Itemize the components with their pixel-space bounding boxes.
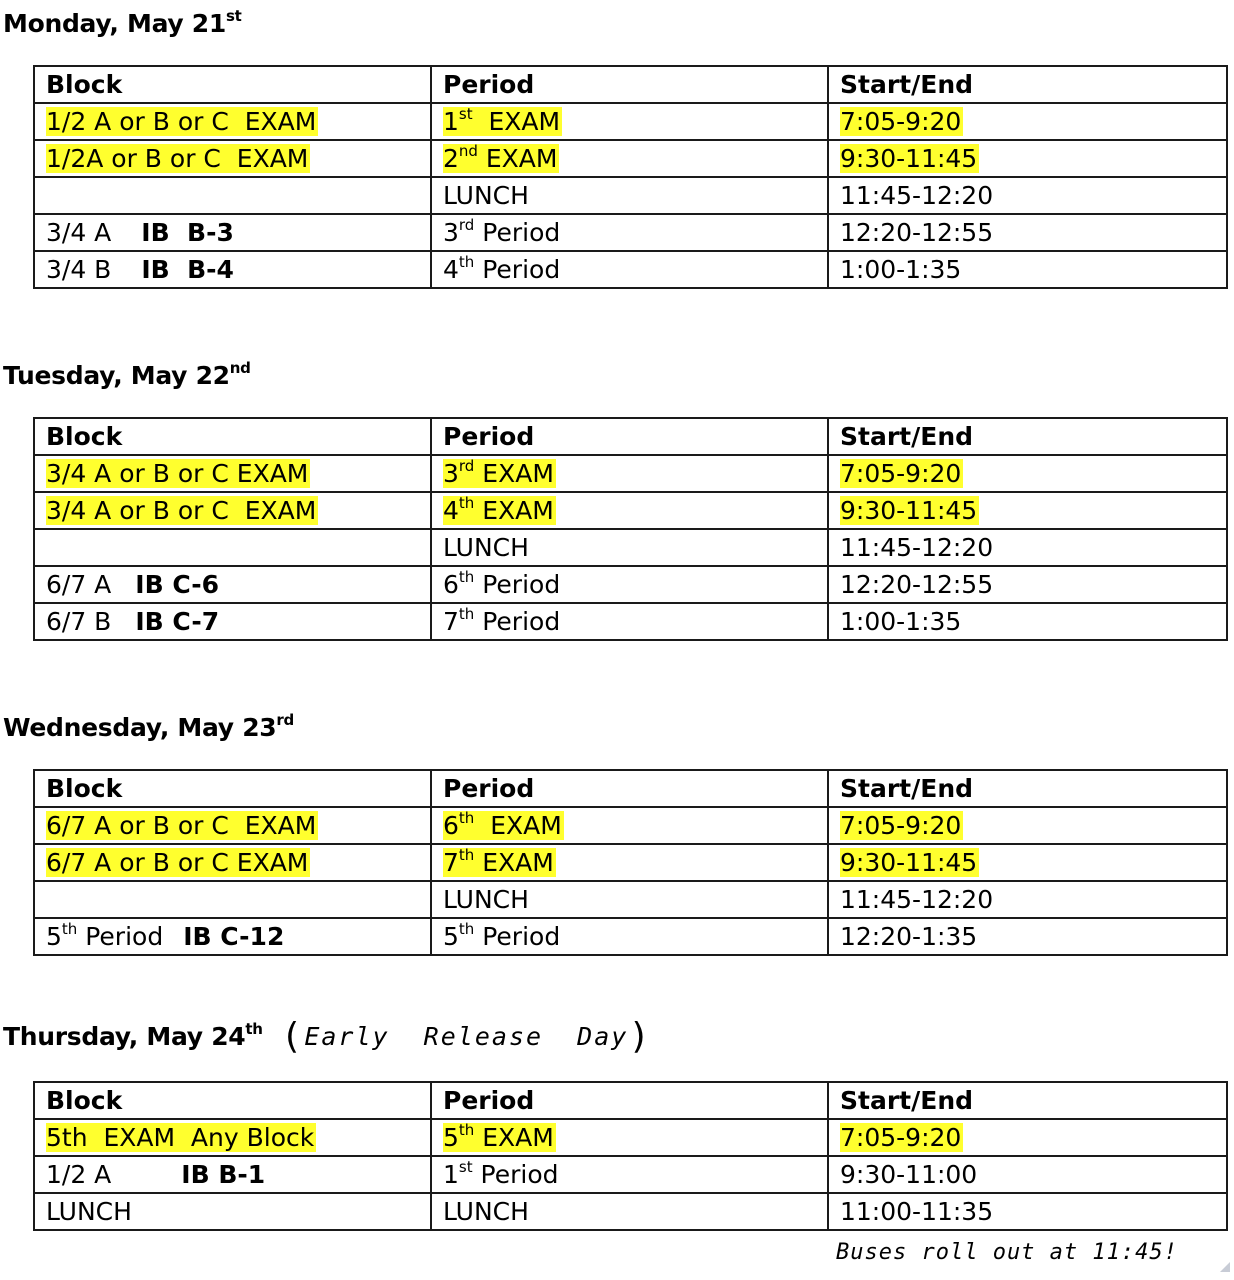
block-cell (34, 603, 431, 640)
period-number: 2 (443, 144, 459, 173)
tuesday-title-ordinal: nd (229, 359, 251, 377)
period-ordinal: th (458, 568, 475, 586)
block-cell (34, 1119, 431, 1156)
period-label (443, 144, 559, 173)
tuesday-title: Tuesday, May 22 (3, 361, 230, 390)
thursday-title: Thursday, May 24 (3, 1022, 246, 1051)
time-cell: 12:20-12:55 (828, 214, 1227, 251)
period-cell (431, 918, 828, 955)
ib-room-label: IB C-12 (183, 922, 285, 951)
table-row (34, 455, 1227, 492)
time-cell (828, 807, 1227, 844)
period-ordinal: th (458, 605, 475, 623)
table-header-row (34, 418, 1227, 455)
ib-room-label: IB C-7 (135, 607, 220, 636)
header-start-end: Start/End (828, 66, 1227, 103)
tuesday-schedule-table (33, 417, 1228, 641)
time-label: 9:30-11:45 (840, 496, 978, 525)
period-ordinal: rd (458, 216, 475, 234)
period-number: 5 (443, 1123, 459, 1152)
table-row (34, 1156, 1227, 1193)
period-text: Period (474, 607, 561, 636)
period-cell (431, 1156, 828, 1193)
block-cell (34, 1156, 431, 1193)
period-ordinal: st (458, 105, 473, 123)
period-text: Period (474, 922, 561, 951)
header-start-end: Start/End (828, 418, 1227, 455)
table-row (34, 177, 1227, 214)
period-cell (431, 103, 828, 140)
block-label: 3/4 B (46, 255, 112, 284)
header-period: Period (431, 418, 828, 455)
period-number: 3 (443, 218, 459, 247)
period-cell: LUNCH (431, 177, 828, 214)
period-cell (431, 140, 828, 177)
period-cell (431, 492, 828, 529)
period-cell (431, 251, 828, 288)
period-number: 7 (443, 607, 459, 636)
period-label (443, 496, 556, 525)
time-cell: 1:00-1:35 (828, 603, 1227, 640)
block-cell (34, 566, 431, 603)
table-row (34, 1119, 1227, 1156)
block-cell (34, 844, 431, 881)
table-row (34, 529, 1227, 566)
header-block: Block (34, 418, 431, 455)
period-number: 1 (443, 1160, 459, 1189)
block-label: 3/4 A or B or C EXAM (46, 496, 317, 525)
time-cell (828, 1119, 1227, 1156)
early-release-note: (Early Release Day) (280, 1016, 652, 1057)
period-cell: LUNCH (431, 881, 828, 918)
table-row (34, 1193, 1227, 1230)
header-block: Block (34, 770, 431, 807)
header-block: Block (34, 66, 431, 103)
time-cell (828, 844, 1227, 881)
block-label: 5th EXAM Any Block (46, 1123, 315, 1152)
block-cell (34, 251, 431, 288)
period-number: 3 (443, 459, 459, 488)
period-text: EXAM (474, 496, 554, 525)
monday-heading (3, 9, 241, 39)
period-cell: LUNCH (431, 1193, 828, 1230)
table-header-row (34, 66, 1227, 103)
period-text: EXAM (477, 144, 558, 173)
ib-room-label: IB C-6 (135, 570, 220, 599)
block-label: 1/2A or B or C EXAM (46, 144, 309, 173)
block-cell (34, 214, 431, 251)
ib-room-label: IB B-4 (141, 255, 234, 284)
time-cell: 11:00-11:35 (828, 1193, 1227, 1230)
page-corner-fold (1220, 1262, 1230, 1272)
time-label: 7:05-9:20 (840, 1123, 962, 1152)
block-label: 1/2 A or B or C EXAM (46, 107, 317, 136)
table-row (34, 140, 1227, 177)
period-cell (431, 1119, 828, 1156)
monday-schedule-table (33, 65, 1228, 289)
period-number: 6 (443, 570, 459, 599)
table-row (34, 492, 1227, 529)
thursday-title-ordinal: th (245, 1020, 263, 1038)
header-period: Period (431, 1082, 828, 1119)
block-label: 6/7 A (46, 570, 112, 599)
period-number: 1 (443, 107, 459, 136)
time-cell (828, 492, 1227, 529)
period-text: Period (474, 570, 561, 599)
period-label (443, 848, 556, 877)
early-release-text: Early Release Day (304, 1022, 629, 1051)
block-label: 6/7 A or B or C EXAM (46, 811, 317, 840)
block-ordinal: th (61, 920, 78, 938)
period-cell (431, 455, 828, 492)
bus-departure-note: Buses roll out at 11:45! (836, 1240, 1178, 1265)
thursday-heading (3, 1016, 652, 1057)
time-cell (828, 103, 1227, 140)
monday-title-ordinal: st (225, 7, 242, 25)
period-cell: LUNCH (431, 529, 828, 566)
block-cell (34, 140, 431, 177)
period-label (443, 107, 562, 136)
wednesday-title-ordinal: rd (276, 711, 294, 729)
block-label: 6/7 B (46, 607, 112, 636)
period-ordinal: th (458, 1121, 475, 1139)
wednesday-heading (3, 713, 294, 743)
period-text: EXAM (474, 1123, 554, 1152)
block-cell (34, 492, 431, 529)
time-cell: 12:20-1:35 (828, 918, 1227, 955)
period-label (443, 459, 556, 488)
table-row (34, 566, 1227, 603)
table-row (34, 251, 1227, 288)
block-label: 3/4 A (46, 218, 112, 247)
thursday-schedule-table (33, 1081, 1228, 1231)
period-ordinal: th (458, 846, 475, 864)
period-cell (431, 603, 828, 640)
time-cell: 11:45-12:20 (828, 881, 1227, 918)
period-text: EXAM (474, 848, 554, 877)
block-cell (34, 918, 431, 955)
block-label: 1/2 A (46, 1160, 112, 1189)
period-number: 7 (443, 848, 459, 877)
period-cell (431, 807, 828, 844)
time-cell: 11:45-12:20 (828, 529, 1227, 566)
block-cell (34, 177, 431, 214)
header-period: Period (431, 770, 828, 807)
time-cell (828, 455, 1227, 492)
table-row (34, 214, 1227, 251)
block-cell (34, 455, 431, 492)
block-label: 3/4 A or B or C EXAM (46, 459, 309, 488)
block-text: Period (77, 922, 164, 951)
period-text: EXAM (474, 811, 562, 840)
table-row (34, 807, 1227, 844)
time-cell: 9:30-11:00 (828, 1156, 1227, 1193)
period-ordinal: th (458, 494, 475, 512)
period-number: 4 (443, 255, 459, 284)
table-row (34, 103, 1227, 140)
block-label: 6/7 A or B or C EXAM (46, 848, 309, 877)
table-row (34, 603, 1227, 640)
block-cell (34, 807, 431, 844)
period-number: 5 (443, 922, 459, 951)
period-ordinal: th (458, 809, 475, 827)
time-cell (828, 140, 1227, 177)
period-label (443, 1123, 556, 1152)
period-number: 4 (443, 496, 459, 525)
time-cell: 12:20-12:55 (828, 566, 1227, 603)
table-row (34, 844, 1227, 881)
ib-room-label: IB B-1 (181, 1160, 266, 1189)
block-number: 5 (46, 922, 62, 951)
period-ordinal: th (458, 920, 475, 938)
time-cell: 11:45-12:20 (828, 177, 1227, 214)
period-ordinal: st (458, 1158, 473, 1176)
time-label: 7:05-9:20 (840, 107, 962, 136)
period-cell (431, 566, 828, 603)
monday-title: Monday, May 21 (3, 9, 226, 38)
period-text: Period (474, 255, 561, 284)
block-cell (34, 529, 431, 566)
period-text: Period (474, 218, 561, 247)
table-row (34, 918, 1227, 955)
header-block: Block (34, 1082, 431, 1119)
header-start-end: Start/End (828, 770, 1227, 807)
period-number: 6 (443, 811, 459, 840)
period-text: Period (472, 1160, 559, 1189)
period-ordinal: th (458, 253, 475, 271)
time-cell: 1:00-1:35 (828, 251, 1227, 288)
ib-room-label: IB B-3 (141, 218, 234, 247)
wednesday-schedule-table (33, 769, 1228, 956)
period-ordinal: nd (458, 142, 478, 160)
period-cell (431, 844, 828, 881)
time-label: 7:05-9:20 (840, 811, 962, 840)
block-cell (34, 103, 431, 140)
table-header-row (34, 1082, 1227, 1119)
block-cell: LUNCH (34, 1193, 431, 1230)
time-label: 7:05-9:20 (840, 459, 962, 488)
time-label: 9:30-11:45 (840, 848, 978, 877)
period-label (443, 811, 564, 840)
table-row (34, 881, 1227, 918)
period-cell (431, 214, 828, 251)
table-header-row (34, 770, 1227, 807)
wednesday-title: Wednesday, May 23 (3, 713, 277, 742)
block-cell (34, 881, 431, 918)
tuesday-heading (3, 361, 251, 391)
period-text: EXAM (472, 107, 561, 136)
time-label: 9:30-11:45 (840, 144, 978, 173)
period-ordinal: rd (458, 457, 475, 475)
header-start-end: Start/End (828, 1082, 1227, 1119)
period-text: EXAM (474, 459, 554, 488)
header-period: Period (431, 66, 828, 103)
